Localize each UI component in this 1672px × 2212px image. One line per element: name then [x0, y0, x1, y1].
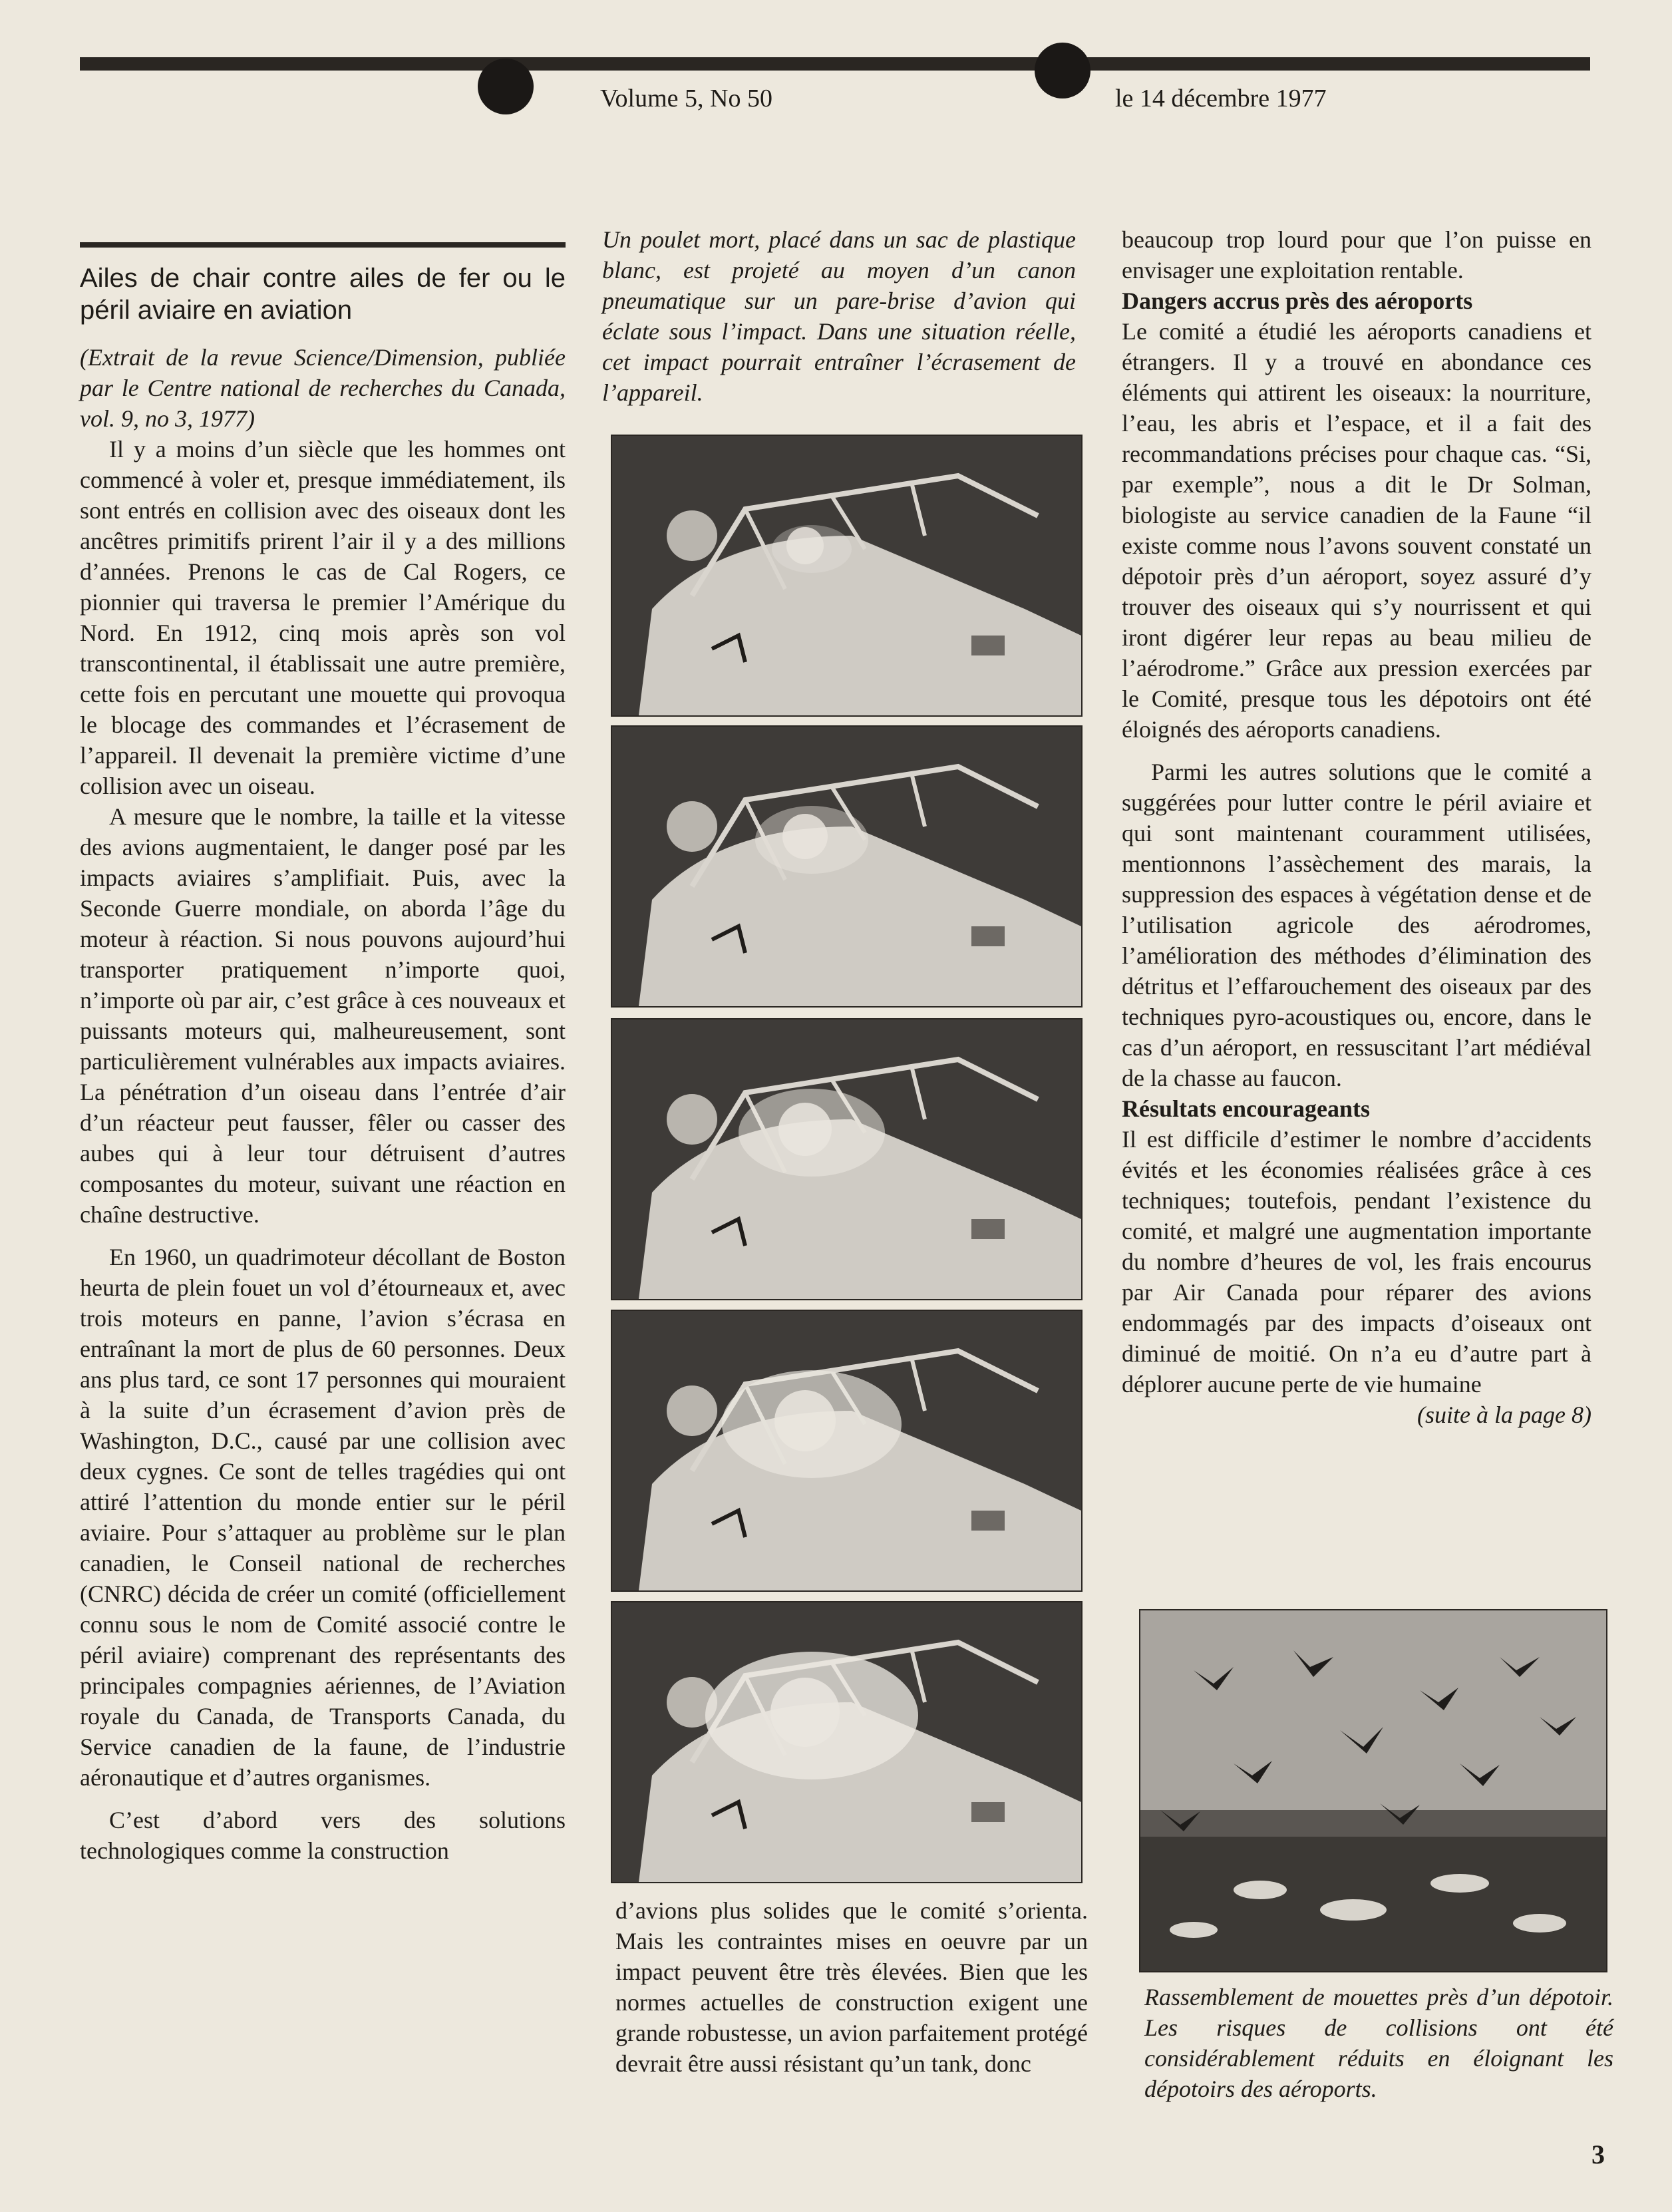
column-2-text [615, 1895, 1088, 2079]
subheading: Résultats encourageants [1122, 1095, 1370, 1122]
subheading: Dangers accrus près des aéroports [1122, 287, 1473, 314]
paragraph: C’est d’abord vers des solutions technologiques comme la construction [80, 1807, 566, 1864]
continued-note: (suite à la page 8) [1417, 1401, 1591, 1428]
column-3 [1122, 224, 1591, 1430]
paragraph: Le comité a étudié les aéroports canadiens et étrangers. Il y a trouvé en abondance ces éléments qui attirent les oiseaux: la nourriture, l’eau, les abris et l’espace, et il a fait des recommandations précises pour chaque cas. “Si, par exemple”, nous a dit le Dr Solman, biologiste au service canadien de la Faune “il existe comme nous l’avons souvent constaté un dépotoir près d’un aéroport, soyez assuré d’y trouver des oiseaux qui s’y nourrissent et qui iront digérer leur repas au beau milieu de l’aérodrome.” Grâce aux pression exercées par le Comité, presque tous les dépotoirs ont été éloignés des aéroports canadiens. [1122, 318, 1591, 743]
header-dot-right [1035, 43, 1090, 98]
paragraph: Il y a moins d’un siècle que les hommes ont commencé à voler et, presque immédiatement, ils sont entrés en collision avec des oiseaux dont les ancêtres primitifs prirent l’air il y a des millions d’années. Prenons le cas de Cal Rogers, ce pionnier qui traversa le premier l’Amérique du Nord. En 1912, cinq mois après son vol transcontinental, il établissait une autre première, cette fois en percutant une mouette qui provoqua le blocage des commandes et l’écrasement de l’appareil. Il devenait la première victime d’une collision avec un oiseau. [80, 436, 566, 799]
paragraph: Parmi les autres solutions que le comité a suggérées pour lutter contre le péril aviaire et qui sont maintenant couramment utilisées, mentionnons l’assèchement des marais, la suppression des espaces à végétation dense et de l’utilisation agricole des aérodromes, l’amélioration des méthodes d’élimination des détritus et l’effarouchement des oiseaux par des techniques pyro-acoustiques ou, encore, dans le cas d’un aéroport, en ressuscitant l’art médiéval de la chasse au faucon. [1122, 759, 1591, 1091]
impact-frame [611, 725, 1083, 1008]
impact-frame [611, 1018, 1083, 1300]
volume-number: Volume 5, No 50 [600, 85, 772, 112]
article-title: Ailes de chair contre ailes de fer ou le péril aviaire en aviation [80, 264, 566, 325]
impact-frame [611, 435, 1083, 717]
paragraph: beaucoup trop lourd pour que l’on puisse en envisager une exploitation rentable. [1122, 226, 1591, 283]
impact-frame [611, 1310, 1083, 1592]
column-1 [80, 262, 566, 1866]
source-note: (Extrait de la revue Science/Dimension, publiée par le Centre national de recherches du Canada, vol. 9, no 3, 1977) [80, 344, 566, 432]
paragraph: Il est difficile d’estimer le nombre d’accidents évités et les économies réalisées grâce à ces techniques; toutefois, pendant l’existence du comité, et malgré une augmentation importante du nombre d’heures de vol, les frais encourus par Air Canada pour réparer des avions endommagés par des impacts d’oiseaux ont diminué de moitié. On n’a eu d’autre part à déplorer aucune perte de vie humaine [1122, 1126, 1591, 1397]
photo-caption: Un poulet mort, placé dans un sac de plastique blanc, est projeté au moyen d’un canon pneumatique sur un pare-brise d’avion qui éclate sous l’impact. Dans une situation réelle, cet impact pourrait entraîner l’écrasement de l’appareil. [602, 226, 1076, 406]
paragraph: d’avions plus solides que le comité s’orienta. Mais les contraintes mises en oeuvre par un impact peuvent être très élevées. Bien que les normes actuelles de construction exigent une grande robustesse, un avion parfaitement protégé devrait être aussi résistant qu’un tank, donc [615, 1897, 1088, 2077]
header-rule [80, 57, 1590, 71]
issue-date: le 14 décembre 1977 [1115, 85, 1327, 112]
impact-frame [611, 1601, 1083, 1883]
paragraph: En 1960, un quadrimoteur décollant de Boston heurta de plein fouet un vol d’étourneaux et, avec trois moteurs en panne, l’avion s’écrasa en entraînant la mort de plus de 60 personnes. Deux ans plus tard, ce sont 17 personnes qui mouraient à la suite d’un écrasement d’avion près de Washington, D.C., causé par une collision avec deux cygnes. Ce sont de telles tragédies qui ont attiré l’attention du monde entier sur le péril aviaire. Pour s’attaquer au problème sur le plan canadien, le Conseil national de recherches (CNRC) décida de créer un comité (officiellement connu sous le nom de Comité associé contre le péril aviaire) comprenant des représentants des principales compagnies aériennes, de l’Aviation royale du Canada, de Transports Canada, du Service canadien de la faune, de l’industrie aéronautique et d’autres organismes. [80, 1244, 566, 1791]
article-rule [80, 242, 566, 248]
gull-photo-image [1140, 1610, 1606, 1971]
header-dot-left [478, 59, 534, 114]
page-number: 3 [1591, 2139, 1605, 2169]
gull-photo [1139, 1609, 1607, 1972]
paragraph: A mesure que le nombre, la taille et la vitesse des avions augmentaient, le danger posé par les impacts aviaires s’amplifiait. Puis, avec la Seconde Guerre mondiale, on aborda l’âge du moteur à réaction. Si nous pouvons aujourd’hui transporter pratiquement n’importe quoi, n’importe où par air, c’est grâce à ces nouveaux et puissants moteurs qui, malheureusement, sont particulièrement vulnérables aux impacts aviaires. La pénétration d’un oiseau dans l’entrée d’air d’un réacteur peut fausser, fêler ou casser des aubes qui à leur tour détruisent d’autres composantes du moteur, suivant une réaction en chaîne destructive. [80, 803, 566, 1228]
gull-photo-caption: Rassemblement de mouettes près d’un dépotoir. Les risques de collisions ont été considérablement réduits en éloignant les dépotoirs des aéroports. [1144, 1984, 1613, 2102]
